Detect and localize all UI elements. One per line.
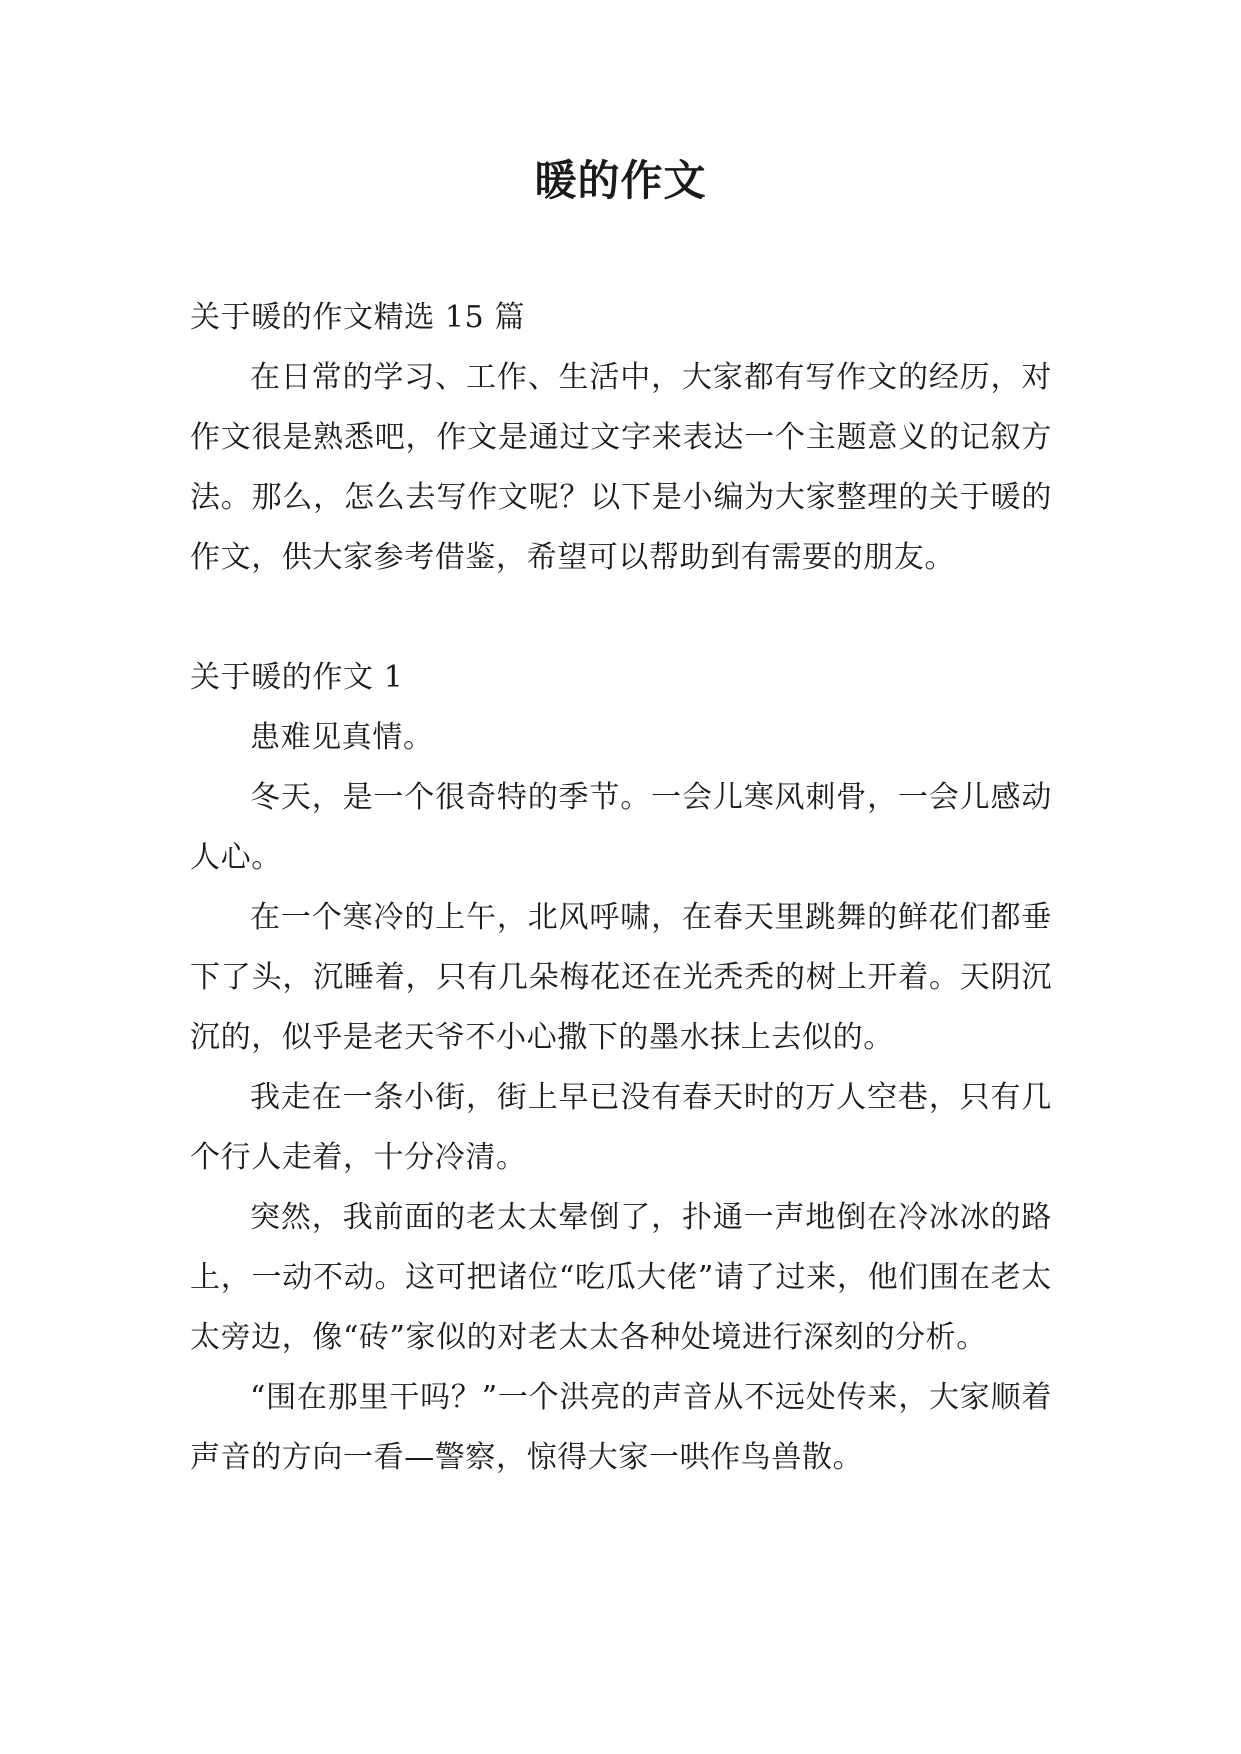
essay-paragraph: 突然，我前面的老太太晕倒了，扑通一声地倒在冷冰冰的路上，一动不动。这可把诸位“吃瓜大佬”请了过来，他们围在老太太旁边，像“砖”家似的对老太太各种处境进行深刻的分析。 (190, 1200, 1052, 1355)
essay-paragraph: 患难见真情。 (250, 720, 434, 755)
document-title: 暖的作文 (534, 156, 707, 205)
essay-paragraph: 冬天，是一个很奇特的季节。一会儿寒风刺骨，一会儿感动人心。 (190, 780, 1052, 875)
essay-paragraph: 我走在一条小街，街上早已没有春天时的万人空巷，只有几个行人走着，十分冷清。 (190, 1080, 1052, 1175)
intro-paragraph: 在日常的学习、工作、生活中，大家都有写作文的经历，对作文很是熟悉吧，作文是通过文字来表达一个主题意义的记叙方法。那么，怎么去写作文呢？以下是小编为大家整理的关于暖的作文，供大家参考借鉴，希望可以帮助到有需要的朋友。 (190, 360, 1052, 575)
essay-paragraph: “围在那里干吗？”一个洪亮的声音从不远处传来，大家顺着声音的方向一看—警察，惊得大家一哄作鸟兽散。 (190, 1380, 1052, 1475)
essay-heading: 关于暖的作文 1 (190, 660, 404, 695)
essay-paragraph: 在一个寒冷的上午，北风呼啸，在春天里跳舞的鲜花们都垂下了头，沉睡着，只有几朵梅花还在光秃秃的树上开着。天阴沉沉的，似乎是老天爷不小心撒下的墨水抹上去似的。 (190, 900, 1052, 1055)
section-spacer (190, 588, 1052, 648)
document-body (190, 288, 1052, 1488)
intro-heading: 关于暖的作文精选 15 篇 (190, 300, 526, 335)
